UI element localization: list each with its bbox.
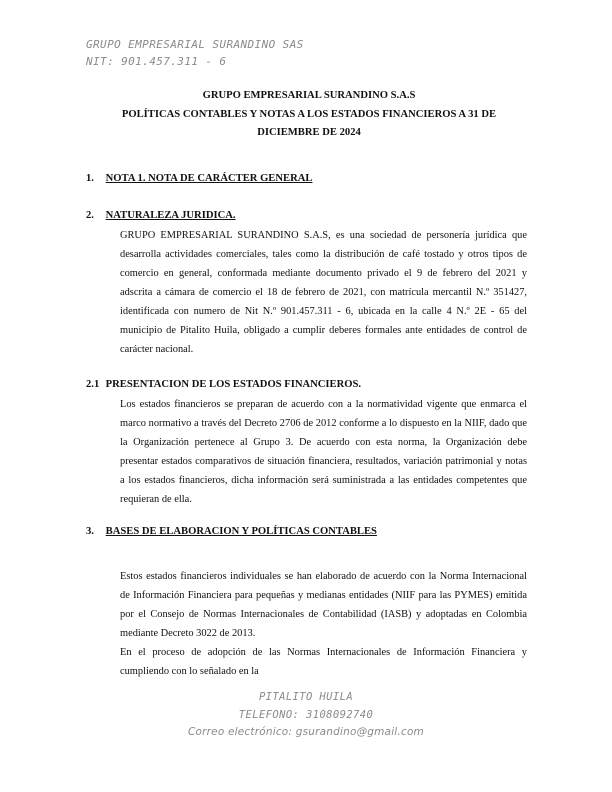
document-header	[86, 87, 532, 143]
section-3-body-2: En el proceso de adopción de las Normas Internacionales de Información Financiera y cumpliendo con lo señalado en la	[120, 647, 527, 677]
section-2-1-body: Los estados financieros se preparan de acuerdo con a la normatividad vigente que enmarca el marco normativo a través del Decreto 2706 de 2012 conforme a lo dispuesto en la NIIF, dado que la Organización pertenece al Grupo 3. De acuerdo con esta norma, la Organización debe presentar estados comparativos de situación financiera, resultados, variación patrimonial y notas a los estados financieros, dicha información será suministrada a las entidades competentes que requieran de ella.	[120, 399, 527, 505]
section-2-1-number: 2.1	[86, 379, 100, 390]
footer-phone: TELEFONO: 3108092740	[238, 708, 374, 721]
section-1-heading	[86, 173, 312, 184]
section-3-heading	[86, 526, 377, 537]
footer-city: PITALITO HUILA	[258, 691, 354, 703]
section-1-title: NOTA 1. NOTA DE CARÁCTER GENERAL	[105, 173, 313, 184]
letterhead	[86, 36, 304, 70]
section-2-title: NATURALEZA JURIDICA.	[105, 210, 236, 221]
section-2-1-title: PRESENTACION DE LOS ESTADOS FINANCIEROS.	[105, 379, 362, 390]
letterhead-company: GRUPO EMPRESARIAL SURANDINO SAS	[86, 38, 304, 51]
page-footer	[0, 689, 612, 742]
section-3-number: 3.	[86, 526, 94, 537]
header-title-line1: POLÍTICAS CONTABLES Y NOTAS A LOS ESTADOS FINANCIEROS A 31 DE	[121, 108, 497, 120]
letterhead-nit: NIT: 901.457.311 - 6	[86, 55, 227, 68]
section-3-title: BASES DE ELABORACION Y POLÍTICAS CONTABLES	[105, 526, 377, 537]
header-title-line2: DICIEMBRE DE 2024	[257, 127, 361, 138]
footer-email: Correo electrónico: gsurandino@gmail.com	[187, 726, 424, 738]
section-3-body-1: Estos estados financieros individuales se han elaborado de acuerdo con la Norma Internacional de Información Financiera para pequeñas y medianas entidades (NIIF para las PYMES) emitida por el Consejo de Normas Internacionales de Contabilidad (IASB) y adoptadas en Colombia mediante Decreto 3022 de 2013.	[120, 571, 527, 639]
section-1-number: 1.	[86, 173, 94, 184]
section-2-number: 2.	[86, 210, 94, 221]
section-2-1-heading	[86, 379, 361, 390]
section-2-body: GRUPO EMPRESARIAL SURANDINO S.A.S, es una sociedad de personería jurídica que desarrolla actividades comerciales, tales como la distribución de café tostado y otros tipos de comercio en general, conformada mediante documento privado el 9 de febrero del 2021 y adscrita a cámara de comercio el 18 de febrero de 2021, con matrícula mercantil N.º 351427, identificada con numero de Nit N.º 901.457.311 - 6, ubicada en la calle 4 N.º 2E - 65 del municipio de Pitalito Huila, obligado a cumplir deberes formales ante entidades de control de carácter nacional.	[120, 230, 527, 355]
section-2-heading	[86, 210, 236, 221]
header-company: GRUPO EMPRESARIAL SURANDINO S.A.S	[202, 90, 416, 101]
